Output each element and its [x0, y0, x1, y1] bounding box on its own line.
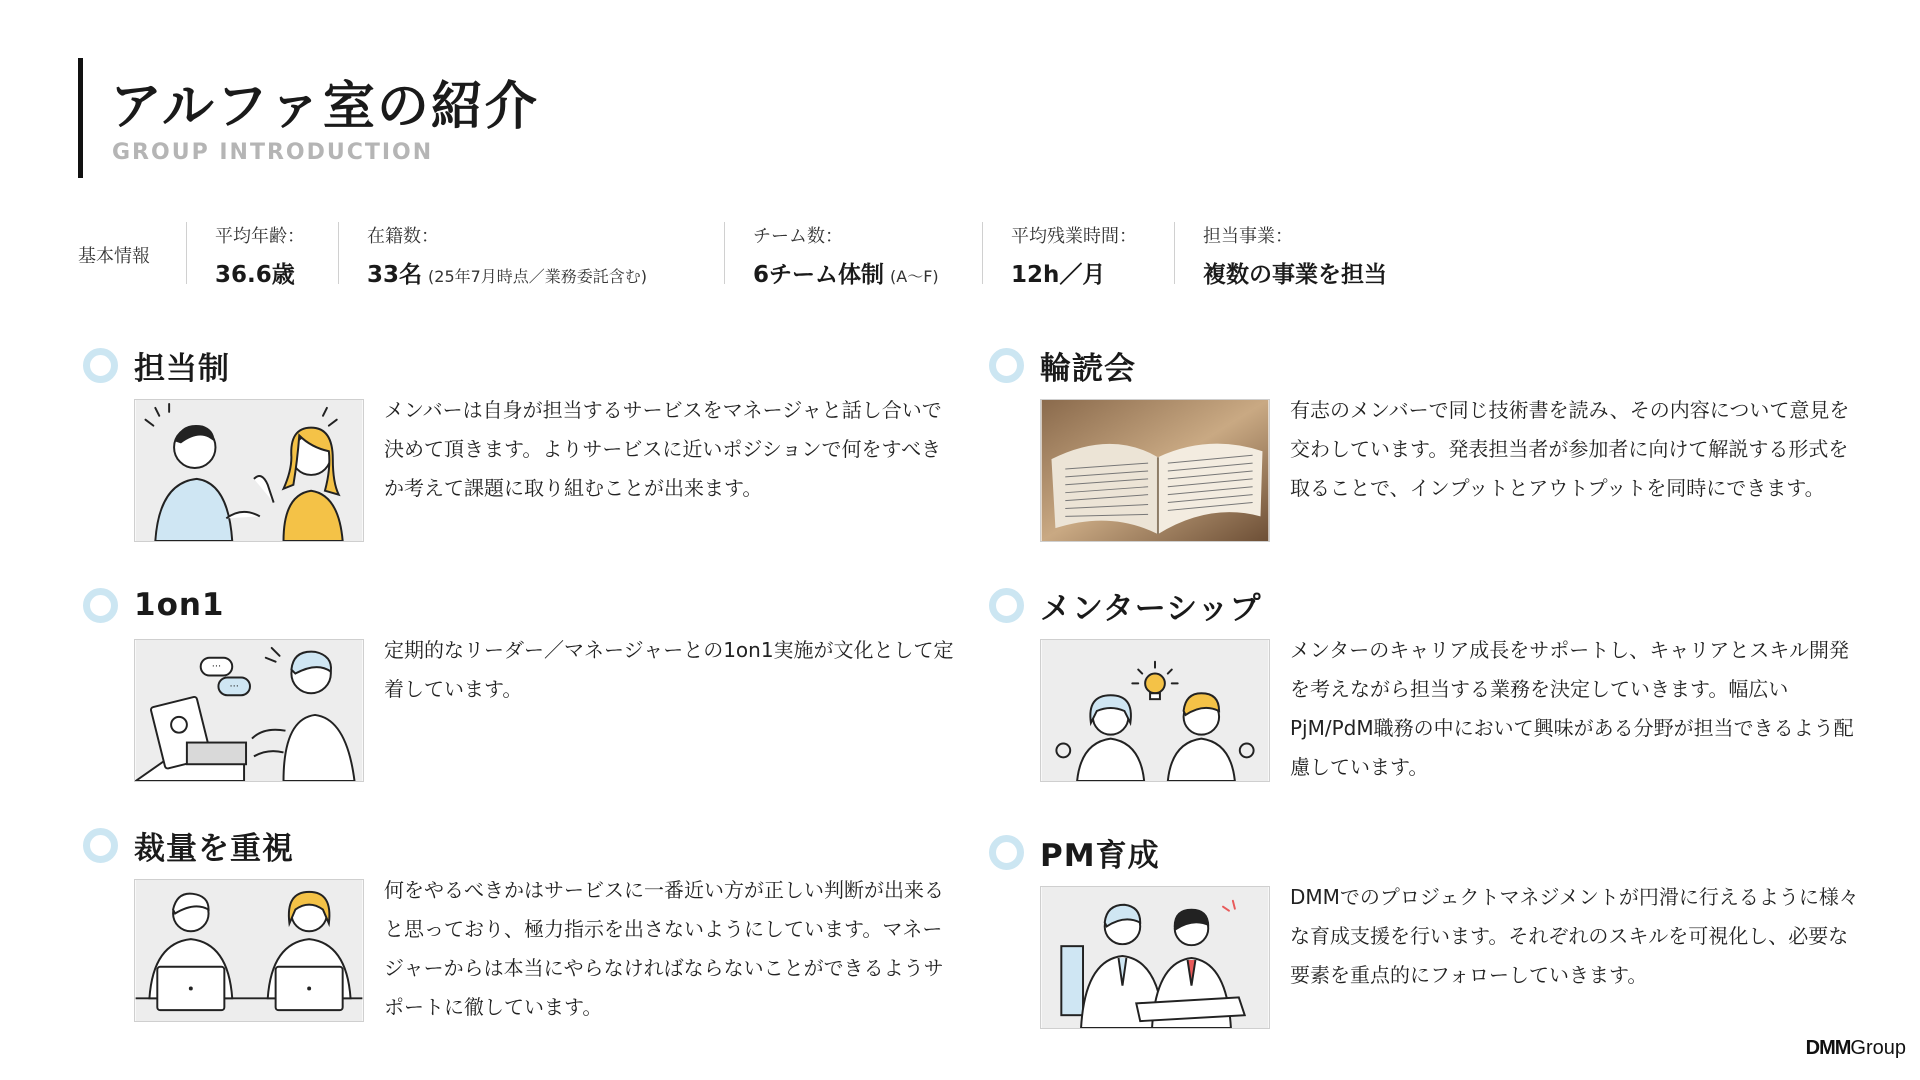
section-description: 何をやるべきかはサービスに一番近い方が正しい判断が出来ると思っており、極力指示を出さないようにしています。マネージャーからは本当にやらなければならないことができるようサポートに徹しています。 [384, 878, 944, 1019]
info-value: 6チーム体制 [753, 262, 885, 288]
section-description: DMMでのプロジェクトマネジメントが円滑に行えるように様々な育成支援を行います。それぞれのスキルを可視化し、必要な要素を重点的にフォローしていきます。 [1290, 885, 1859, 987]
info-divider [186, 222, 187, 284]
info-headcount [367, 222, 647, 289]
logo-brand: DMM [1805, 1037, 1851, 1059]
info-average-age [215, 222, 305, 289]
info-divider [1174, 222, 1175, 284]
circle-bullet-icon [989, 588, 1024, 623]
info-note: (A〜F) [890, 267, 939, 286]
basic-info-label: 基本情報 [78, 246, 150, 267]
open-book-photo [1040, 399, 1270, 542]
title-accent-bar [78, 58, 83, 178]
info-key: 平均残業時間： [1011, 226, 1137, 247]
page-title: アルファ室の紹介 [110, 77, 539, 137]
online-meeting-illustration [134, 639, 364, 782]
section-description: メンバーは自身が担当するサービスをマネージャと話し合いで決めて頂きます。よりサービスに近いポジションで何をすべきか考えて課題に取り組むことが出来ます。 [384, 398, 942, 500]
svg-text:···: ··· [229, 681, 239, 693]
info-divider [982, 222, 983, 284]
info-business [1203, 222, 1387, 289]
info-key: チーム数： [753, 226, 843, 247]
section-title: PM育成 [1040, 837, 1160, 874]
circle-bullet-icon [989, 835, 1024, 870]
section-pm-training [990, 830, 1860, 1029]
mentoring-illustration [1040, 886, 1270, 1029]
circle-bullet-icon [83, 588, 118, 623]
info-key: 平均年齢： [215, 226, 305, 247]
info-team-count [753, 222, 939, 289]
info-divider [724, 222, 725, 284]
info-value: 複数の事業を担当 [1203, 262, 1387, 288]
section-assignment [84, 343, 954, 542]
circle-bullet-icon [83, 828, 118, 863]
section-description: 定期的なリーダー／マネージャーとの1on1実施が文化として定着しています。 [384, 638, 954, 701]
section-title: 1on1 [134, 587, 225, 623]
info-divider [338, 222, 339, 284]
circle-bullet-icon [989, 348, 1024, 383]
info-note: (25年7月時点／業務委託含む) [428, 267, 648, 286]
logo-suffix: Group [1850, 1037, 1906, 1059]
section-description: 有志のメンバーで同じ技術書を読み、その内容について意見を交わしています。発表担当者が参加者に向けて解説する形式を取ることで、インプットとアウトプットを同時にできます。 [1290, 398, 1850, 500]
conversation-illustration [134, 399, 364, 542]
info-key: 在籍数： [367, 226, 439, 247]
info-overtime [1011, 222, 1137, 289]
info-value: 36.6歳 [215, 262, 295, 288]
section-description: メンターのキャリア成長をサポートし、キャリアとスキル開発を考えながら担当する業務を決定していきます。幅広いPjM/PdM職務の中において興味がある分野が担当できるよう配慮しています。 [1290, 638, 1854, 779]
section-mentorship [990, 583, 1860, 787]
section-title: 担当制 [134, 350, 230, 387]
section-title: 裁量を重視 [134, 830, 294, 867]
info-key: 担当事業： [1203, 226, 1293, 247]
page-subtitle: GROUP INTRODUCTION [112, 140, 434, 165]
info-value: 33名 [367, 262, 423, 288]
circle-bullet-icon [83, 348, 118, 383]
section-title: メンターシップ [1040, 590, 1262, 627]
section-1on1 [84, 583, 954, 782]
section-reading-group [990, 343, 1860, 542]
section-title: 輪読会 [1040, 350, 1136, 387]
svg-text:···: ··· [211, 661, 222, 673]
info-value: 12h／月 [1011, 262, 1106, 288]
dmm-group-logo [1806, 1037, 1906, 1060]
laptop-workers-illustration [134, 879, 364, 1022]
section-discretion [84, 823, 954, 1027]
idea-lightbulb-illustration [1040, 639, 1270, 782]
